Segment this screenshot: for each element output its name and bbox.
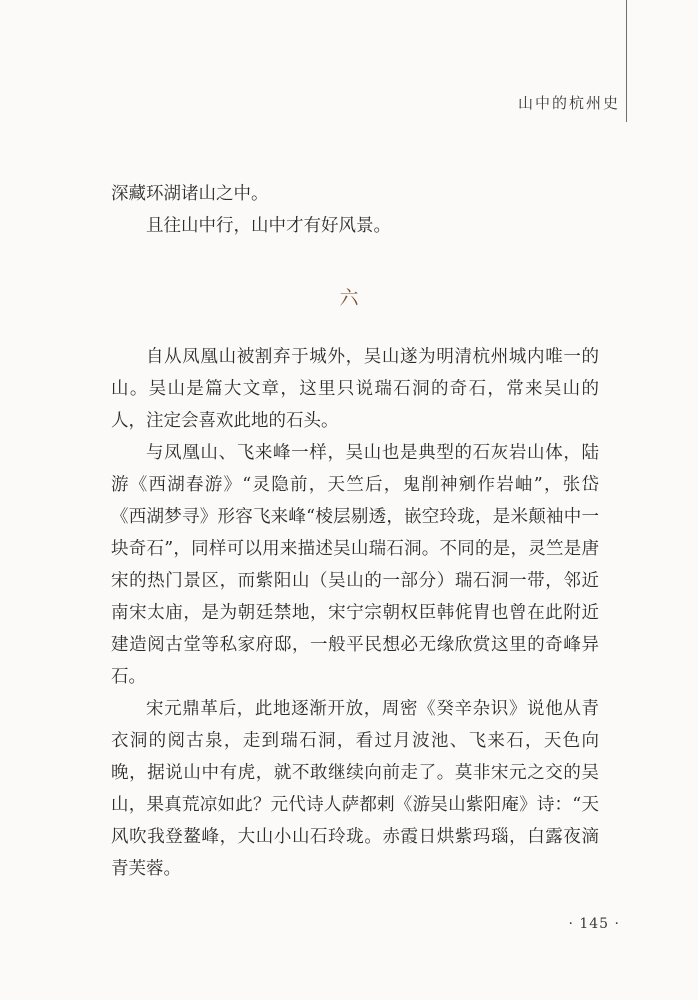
paragraph-limestone-description: 与凤凰山、飞来峰一样，吴山也是典型的石灰岩山体，陆游《西湖春游》“灵隐前，天竺后，鬼削神剜作岩岫”，张岱《西湖梦寻》形容飞来峰“棱层剔透，嵌空玲珑，是米颠袖中一块奇石”，同样可以用来描述吴山瑞石洞。不同的是，灵竺是唐宋的热门景区，而紫阳山（吴山的一部分）瑞石洞一带，邻近南宋太庙，是为朝廷禁地，宋宁宗朝权臣韩侂胄也曾在此附近建造阅古堂等私家府邸，一般平民想必无缘欣赏这里的奇峰异石。: [111, 443, 599, 687]
opening-text: [111, 178, 599, 242]
paragraph-song-yuan-transition: 宋元鼎革后，此地逐渐开放，周密《癸辛杂识》说他从青衣洞的阅古泉，走到瑞石洞，看过月波池、飞来石，天色向晚，据说山中有虎，就不敢继续向前走了。莫非宋元之交的吴山，果真荒凉如此？元代诗人萨都剌《游吴山紫阳庵》诗：“天风吹我登鳌峰，大山小山石玲珑。赤霞日烘紫玛瑙，白露夜滴青芙蓉。: [111, 699, 599, 879]
running-header-title: 山中的杭州史: [517, 94, 620, 112]
paragraph-mountain-scenery: 且往山中行，山中才有好风景。: [146, 216, 391, 236]
section-number-heading: 六: [339, 287, 359, 309]
paragraph-wushan-intro: 自从凤凰山被割弃于城外，吴山遂为明清杭州城内唯一的山。吴山是篇大文章，这里只说瑞石洞的奇石，常来吴山的人，注定会喜欢此地的石头。: [111, 347, 599, 431]
section-body: [111, 341, 599, 885]
page-number: · 145 ·: [568, 916, 620, 932]
page-edge-rule: [626, 0, 627, 122]
carry-over-paragraph: 深藏环湖诸山之中。: [111, 184, 269, 204]
